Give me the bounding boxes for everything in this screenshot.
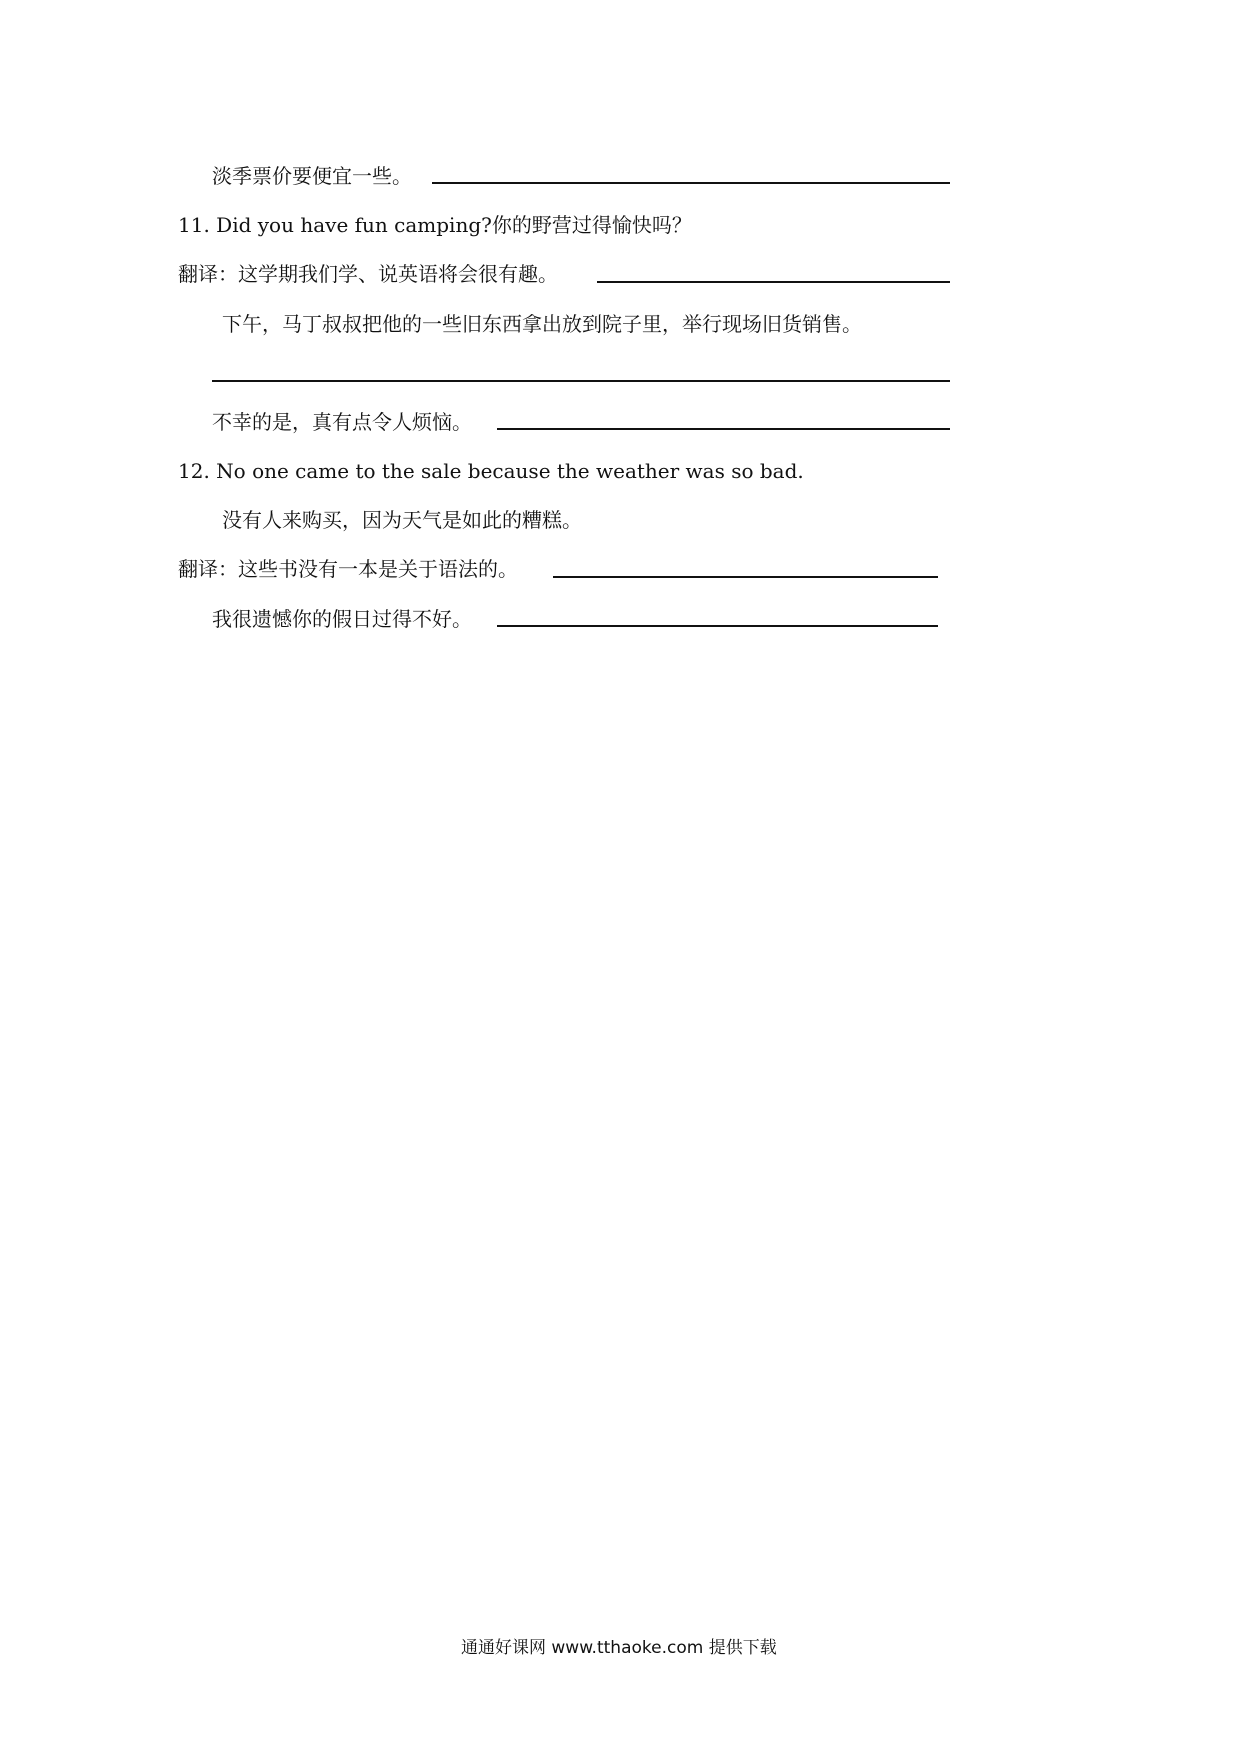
question-11: 11. Did you have fun camping?你的野营过得愉快吗？ xyxy=(178,213,692,237)
translate-prompt-english-fun: 翻译：这学期我们学、说英语将会很有趣。 xyxy=(178,262,558,286)
question-12: 12. No one came to the sale because the weather was so bad. xyxy=(178,459,804,483)
sentence-bad-weather: 没有人来购买，因为天气是如此的糟糕。 xyxy=(222,508,582,532)
answer-blank xyxy=(497,428,950,430)
sentence-bad-holiday: 我很遗憾你的假日过得不好。 xyxy=(212,607,472,631)
answer-blank xyxy=(212,380,950,382)
sentence-annoying: 不幸的是，真有点令人烦恼。 xyxy=(212,410,472,434)
answer-blank xyxy=(597,281,950,283)
sentence-yard-sale: 下午，马丁叔叔把他的一些旧东西拿出放到院子里，举行现场旧货销售。 xyxy=(222,312,862,336)
translate-prompt-grammar-books: 翻译：这些书没有一本是关于语法的。 xyxy=(178,557,518,581)
footer-credit: 通通好课网 www.tthaoke.com 提供下载 xyxy=(461,1638,777,1658)
answer-blank xyxy=(432,182,950,184)
answer-blank xyxy=(553,576,938,578)
sentence-off-season-price: 淡季票价要便宜一些。 xyxy=(212,164,412,188)
answer-blank xyxy=(497,625,938,627)
